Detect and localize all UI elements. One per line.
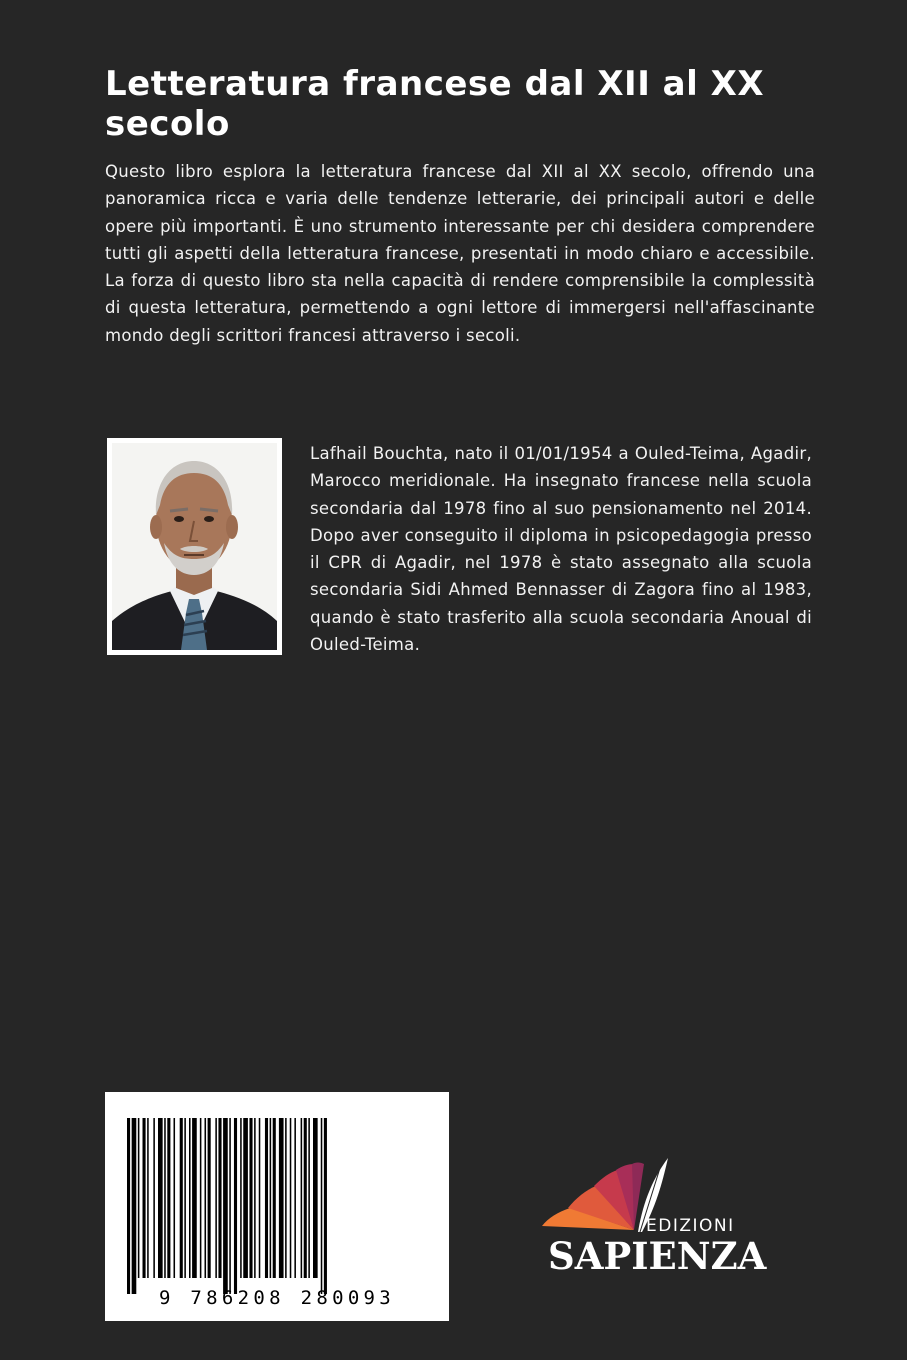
barcode-bar [184,1118,186,1278]
barcode-bar [205,1118,207,1278]
barcode-bar [259,1118,261,1278]
barcode-bar [304,1118,307,1278]
barcode-bar [290,1118,292,1278]
barcode-bar [279,1118,284,1278]
barcode-bar [215,1118,217,1278]
barcode-bar [254,1118,256,1278]
barcode-bar [164,1118,166,1278]
author-portrait-image [112,443,277,650]
barcode-bar [249,1118,252,1278]
barcode-bar [180,1118,183,1278]
barcode-bar [313,1118,318,1278]
barcode-bar [270,1118,272,1278]
barcode-bars [123,1118,431,1294]
barcode-bar [243,1118,248,1278]
barcode-bar [218,1118,221,1278]
barcode-bar [308,1118,310,1278]
barcode-bar [294,1118,296,1278]
barcode-bar [208,1118,211,1278]
publisher-name: SAPIENZA [548,1234,767,1278]
barcode-bar [223,1118,228,1294]
barcode-bar [200,1118,202,1278]
author-bio: Lafhail Bouchta, nato il 01/01/1954 a Ouled-Teima, Agadir, Marocco meridionale. Ha insegnato francese nella scuola secondaria dal 1978 fino al suo pensionamento nel 2014. Dopo aver conseguito il diploma in psicopedagogia presso il CPR di Agadir, nel 1978 è stato assegnato alla scuola secondaria Sidi Ahmed Bennasser di Zagora fino al 1983, quando è stato trasferito alla scuola secondaria Anoual di Ouled-Teima. [310,444,812,655]
barcode-bar [158,1118,163,1278]
publisher-logo [538,1148,767,1278]
barcode-bar [265,1118,268,1278]
barcode-bar [324,1118,327,1294]
barcode-bar [189,1118,191,1278]
isbn-barcode [105,1092,449,1321]
barcode-bar [301,1118,303,1278]
barcode-bar [285,1118,287,1278]
barcode-bar [127,1118,130,1294]
author-photo [107,438,282,655]
barcode-bar [138,1118,140,1278]
barcode-bar [321,1118,323,1294]
isbn-digits: 9 786208 280093 [158,1287,396,1309]
publisher-label-edizioni: EDIZIONI [646,1216,735,1236]
barcode-bar [153,1118,155,1278]
barcode-bar [147,1118,149,1278]
barcode-bar [167,1118,170,1278]
barcode-bar [174,1118,176,1278]
barcode-bar [143,1118,146,1278]
barcode-bar [192,1118,197,1278]
barcode-bar [234,1118,237,1294]
barcode-bar [273,1118,276,1278]
barcode-bar [132,1118,137,1294]
barcode-bar [240,1118,242,1278]
book-description: Questo libro esplora la letteratura francese dal XII al XX secolo, offrendo una panoramica ricca e varia delle tendenze letterarie, dei principali autori e delle opere più importanti. È uno strumento interessante per chi desidera comprendere tutti gli aspetti della letteratura francese, presentati in modo chiaro e accessibile. La forza di questo libro sta nella capacità di rendere comprensibile la complessità di questa letteratura, permettendo a ogni lettore di immergersi nell'affascinante mondo degli scrittori francesi attraverso i secoli. [105,162,815,345]
barcode-bar [229,1118,231,1294]
book-title: Letteratura francese dal XII al XX secolo [105,64,765,144]
